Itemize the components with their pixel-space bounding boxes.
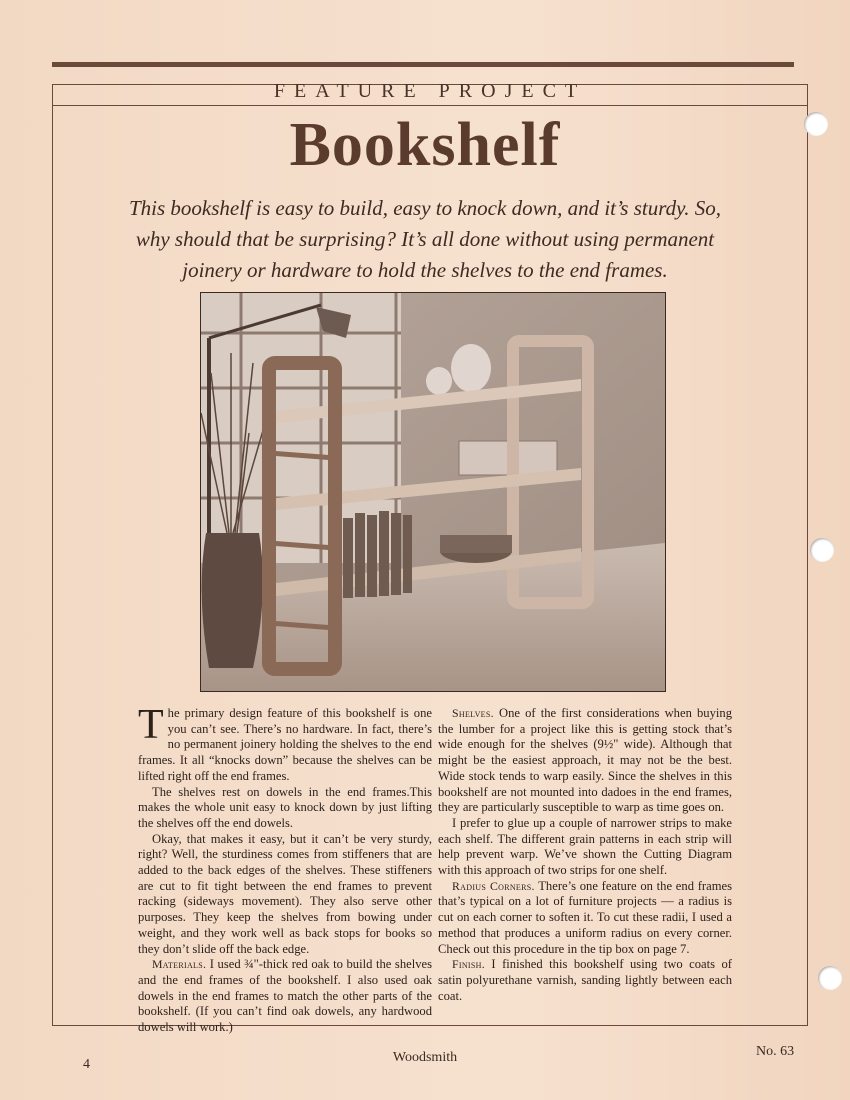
paragraph-text: I finished this bookshelf using two coats of satin polyurethane varnish, sanding lightly between each coat. bbox=[438, 957, 732, 1003]
page-number: 4 bbox=[83, 1057, 90, 1072]
article-column-left bbox=[138, 702, 432, 1036]
run-in-heading: Shelves. bbox=[452, 706, 494, 720]
section-label: FEATURE PROJECT bbox=[273, 80, 587, 102]
punch-hole bbox=[804, 112, 828, 136]
paragraph-text: I used ¾"-thick red oak to build the shelves and the end frames of the bookshelf. I also used oak dowels in the end frames to match the other parts of the bookshelf. (If you can’t find oak dowels, any hardwood dowels will work.) bbox=[138, 957, 432, 1035]
header-rule bbox=[52, 105, 808, 106]
paragraph: I prefer to glue up a couple of narrower strips to make each shelf. The different grain patterns in each strip will help prevent warp. We’ve shown the Cutting Diagram with this approach of two strips for one shelf. bbox=[438, 815, 732, 878]
paragraph-text: One of the first considerations when buying the lumber for a project like this is getting stock that’s wide enough for the shelves (9½" wide). Although that might be the easiest approach, it may not be the best. Wide stock tends to warp easily. Since the shelves in this bookshelf are not mounted into dadoes in the end frames, they are particularly susceptible to warp as time goes on. bbox=[438, 706, 732, 815]
drop-cap: T bbox=[138, 702, 164, 748]
paragraph: Okay, that makes it easy, but it can’t be very sturdy, right? Well, the sturdiness comes from stiffeners that are added to the back edges of the shelves. These stiffeners are cut to fit tight between the end frames to prevent racking (sideways movement). They also serve other purposes. They keep the shelves from bowing under weight, and they work well as back stops for books so they don’t slide off the back edge. bbox=[138, 831, 432, 956]
issue-number: No. 63 bbox=[756, 1044, 795, 1059]
run-in-heading: Finish. bbox=[452, 957, 485, 972]
run-in-heading: Materials. bbox=[152, 957, 207, 972]
paragraph-text: There’s one feature on the end frames that’s typical on a lot of furniture projects — a radius is cut on each corner to soften it. To cut these radii, I used a method that produces a uniform radius on every corner. Check out this procedure in the tip box on page 7. bbox=[438, 878, 732, 956]
paragraph bbox=[438, 879, 732, 958]
bird-figurine bbox=[451, 344, 491, 392]
punch-hole bbox=[818, 966, 842, 990]
article-column-right bbox=[438, 706, 732, 1004]
top-rule bbox=[52, 62, 794, 67]
paragraph bbox=[138, 957, 432, 1036]
punch-hole bbox=[810, 538, 834, 562]
paragraph bbox=[438, 957, 732, 1004]
magazine-name: Woodsmith bbox=[392, 1050, 458, 1065]
paragraph bbox=[138, 702, 432, 785]
bookshelf-photo bbox=[200, 292, 666, 692]
paragraph bbox=[438, 706, 732, 816]
run-in-heading: Radius Corners. bbox=[452, 878, 535, 893]
bird-figurine-small bbox=[426, 367, 452, 395]
page-title: Bookshelf bbox=[289, 111, 561, 179]
paragraph-text: he primary design feature of this bookshelf is one you can’t see. There’s no hardware. In fact, there’s no permanent joinery holding the shelves to the end frames. It all “knocks down” because the shelves can be lifted right off the end frames. bbox=[138, 706, 432, 783]
intro-text: This bookshelf is easy to build, easy to knock down, and it’s sturdy. So, why should that be surprising? It’s all done without using permanent joinery or hardware to hold the shelves to the end frames. bbox=[128, 196, 722, 282]
paragraph: The shelves rest on dowels in the end frames.This makes the whole unit easy to knock down by just lifting the shelves off the end dowels. bbox=[138, 784, 432, 830]
